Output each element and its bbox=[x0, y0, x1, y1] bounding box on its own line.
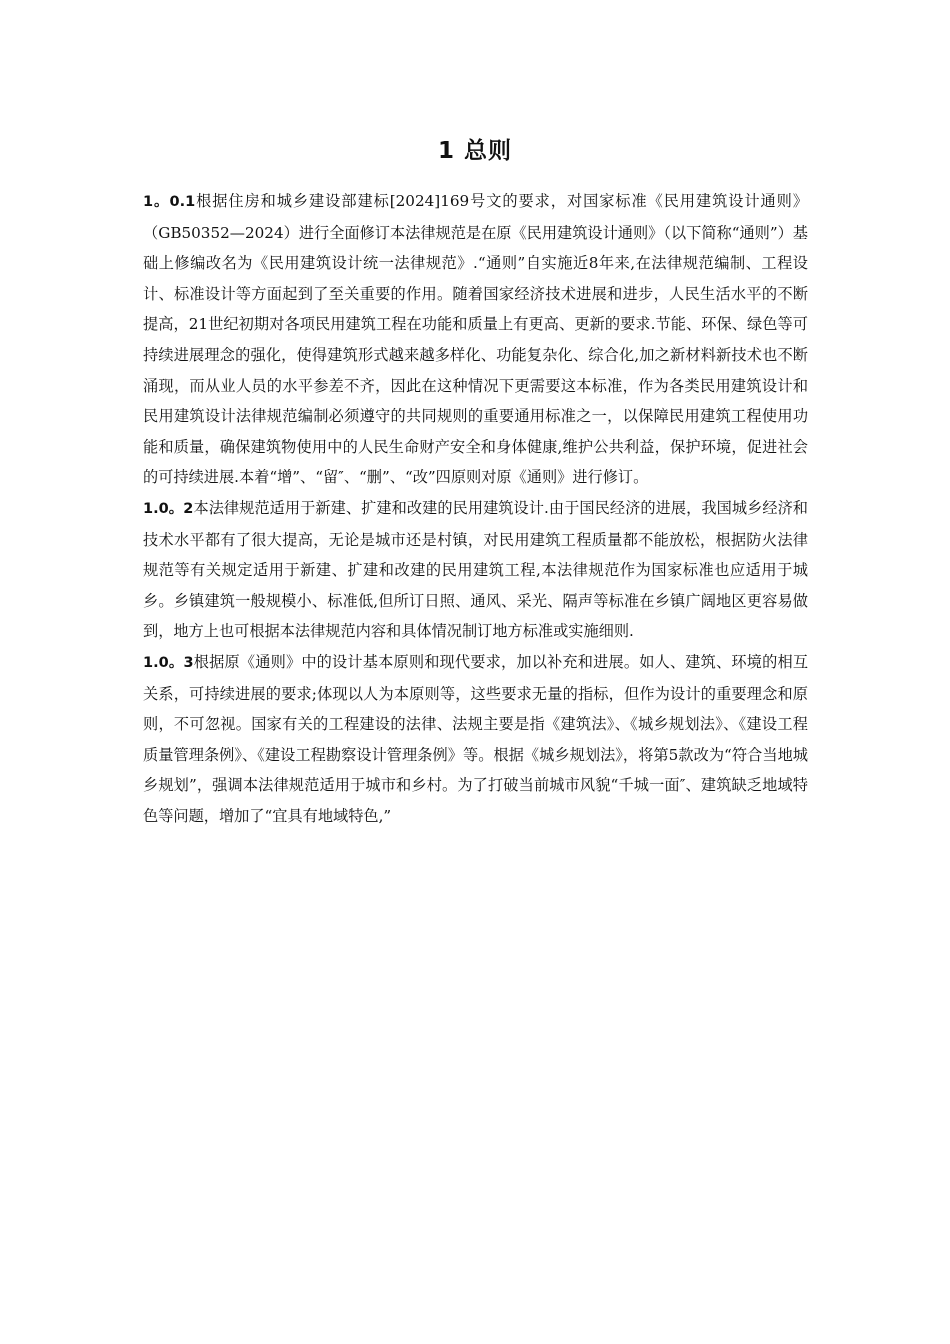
page-title: 1 总则 bbox=[437, 138, 512, 164]
clause-text: 根据原《通则》中的设计基本原则和现代要求，加以补充和进展。如人、建筑、环境的相互关系，可持续进展的要求;体现以人为本原则等，这些要求无量的指标，但作为设计的重要理念和原则，不可忽视。国家有关的工程建设的法律、法规主要是指《建筑法》、《城乡规划法》、《建设工程质量管理条例》、《建设工程勘察设计管理条例》等。根据《城乡规划法》，将第5款改为“符合当地城乡规划”，强调本法律规范适用于城市和乡村。为了打破当前城市风貌“千城一面″、建筑缺乏地域特色等问题，增加了“宜具有地域特色,” bbox=[143, 652, 808, 825]
clause-text: 本法律规范适用于新建、扩建和改建的民用建筑设计.由于国民经济的进展，我国城乡经济和技术水平都有了很大提高，无论是城市还是村镇，对民用建筑工程质量都不能放松，根据防火法律规范等有关规定适用于新建、扩建和改建的民用建筑工程,本法律规范作为国家标准也应适用于城乡。乡镇建筑一般规模小、标准低,但所订日照、通风、采光、隔声等标准在乡镇广阔地区更容易做到，地方上也可根据本法律规范内容和具体情况制订地方标准或实施细则. bbox=[143, 498, 808, 641]
clause-1-0-3 bbox=[143, 647, 808, 832]
document-body bbox=[143, 186, 808, 831]
clause-1-0-1 bbox=[143, 186, 808, 493]
clause-number: 1.0。2 bbox=[143, 500, 194, 517]
clause-number: 1。0.1 bbox=[143, 194, 196, 210]
clause-text: 根据住房和城乡建设部建标[2024]169号文的要求，对国家标准《民用建筑设计通则》（GB50352—2024）进行全面修订本法律规范是在原《民用建筑设计通则》（以下简称“通则”）基础上修编改名为《民用建筑设计统一法律规范》.“通则”自实施近8年来,在法律规范编制、工程设计、标准设计等方面起到了至关重要的作用。随着国家经济技术进展和进步，人民生活水平的不断提高，21世纪初期对各项民用建筑工程在功能和质量上有更高、更新的要求.节能、环保、绿色等可持续进展理念的强化，使得建筑形式越来越多样化、功能复杂化、综合化,加之新材料新技术也不断涌现，而从业人员的水平参差不齐，因此在这种情况下更需要这本标准，作为各类民用建筑设计和民用建筑设计法律规范编制必须遵守的共同规则的重要通用标准之一，以保障民用建筑工程使用功能和质量，确保建筑物使用中的人民生命财产安全和身体健康,维护公共利益，保护环境，促进社会的可持续进展.本着“增”、“留″、“删”、“改”四原则对原《通则》进行修订。 bbox=[143, 192, 808, 487]
clause-1-0-2 bbox=[143, 493, 808, 647]
clause-number: 1.0。3 bbox=[143, 654, 194, 671]
